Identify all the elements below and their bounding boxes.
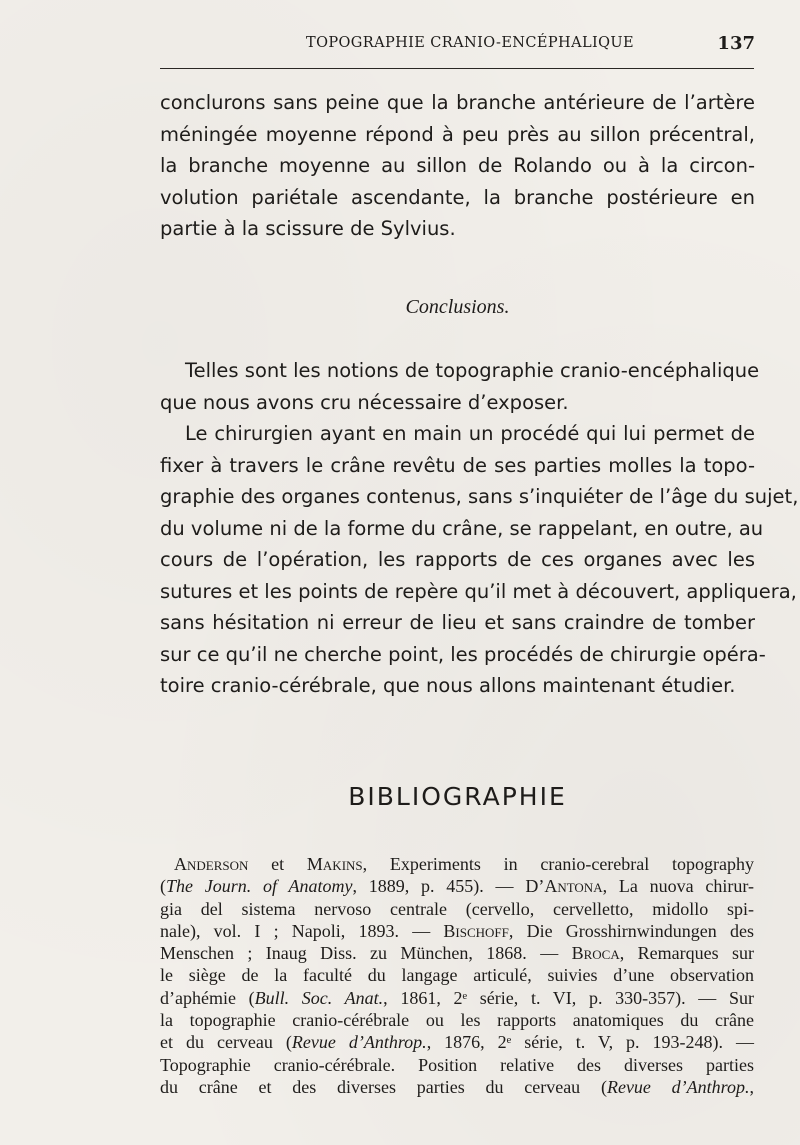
journal-title: Revue d’Anthrop. (291, 1032, 427, 1053)
bib-text: et (248, 854, 307, 874)
bib-line (160, 853, 754, 875)
header-rule (160, 68, 754, 69)
author-name: Antona (544, 876, 603, 897)
bib-line (160, 1031, 754, 1053)
bibliography-text (160, 853, 754, 1098)
text-line: du volume ni de la forme du crâne, se rappelant, en outre, au (160, 516, 764, 540)
text-line: la branche moyenne au sillon de Rolando ou à la circon- (160, 154, 755, 177)
running-title: TOPOGRAPHIE CRANIO-ENCÉPHALIQUE (306, 35, 634, 51)
text-line: fixer à travers le crâne revêtu de ses parties molles la topo- (160, 453, 755, 477)
bib-line (160, 942, 754, 964)
author-name: Makins (306, 854, 363, 874)
bib-line (160, 987, 754, 1009)
text-line: sans hésitation ni erreur de lieu et sans craindre de tomber (160, 611, 755, 634)
text-line: partie à la scissure de Sylvius. (160, 217, 456, 240)
bib-text: Menschen ; Inaug Diss. zu München, 1868. — (160, 943, 572, 964)
page-header (160, 33, 755, 59)
author-name: Anderson (174, 854, 249, 874)
bib-text: ( (160, 876, 166, 897)
text-line: cours de l’opération, les rapports de ces organes avec les (160, 548, 755, 571)
bib-line (160, 920, 754, 942)
bib-text: , Remarques sur (619, 943, 754, 964)
journal-title: Revue d’Anthrop. (606, 1076, 750, 1097)
bib-text: , (749, 1076, 755, 1097)
bib-text: , La nuova chirur- (602, 876, 754, 897)
bibliography-title: BIBLIOGRAPHIE (348, 782, 567, 811)
text-line: que nous avons cru nécessaire d’exposer. (160, 390, 569, 414)
journal-title: The Journ. of Anatomy (166, 876, 353, 897)
bib-line: Topographie cranio-cérébrale. Position relative des diverses parties (160, 1054, 754, 1075)
text-line: méningée moyenne répond à peu près au sillon précentral, (160, 122, 755, 146)
bib-text: , 1861, 2ᵉ série, t. VI, p. 330-357). — Sur (383, 987, 754, 1008)
bib-text: , 1889, p. 455). — D’ (352, 876, 545, 897)
text-line: sur ce qu’il ne cherche point, les procédés de chirurgie opéra- (160, 642, 766, 666)
text-line: conclurons sans peine que la branche antérieure de l’artère (160, 91, 755, 114)
author-name: Bischoff (443, 920, 509, 941)
bib-text: et du cerveau ( (160, 1032, 292, 1053)
text-line: Telles sont les notions de topographie cranio-encéphalique (185, 359, 760, 382)
text-line: graphie des organes contenus, sans s’inquiéter de l’âge du sujet, (160, 485, 799, 508)
bib-text: d’aphémie ( (160, 987, 255, 1008)
bib-line (160, 875, 754, 897)
bib-text: nale), vol. I ; Napoli, 1893. — (160, 920, 444, 941)
bib-line: gia del sistema nervoso centrale (cervello, cervelletto, midollo spi- (160, 898, 754, 919)
page-number: 137 (717, 33, 755, 54)
paragraph-1 (160, 87, 755, 245)
text-line: volution pariétale ascendante, la branche postérieure en (160, 185, 755, 209)
bib-text: , Experiments in cranio-cerebral topography (362, 854, 755, 874)
bib-line (160, 1076, 754, 1098)
author-name: Broca (571, 943, 620, 964)
text-line: toire cranio-cérébrale, que nous allons maintenant étudier. (160, 674, 736, 697)
journal-title: Bull. Soc. Anat. (254, 987, 384, 1008)
bib-text: du crâne et des diverses parties du cerveau ( (160, 1076, 607, 1097)
section-title-conclusions: Conclusions. (405, 296, 510, 318)
bib-line: la topographie cranio-cérébrale ou les rapports anatomiques du crâne (160, 1010, 754, 1031)
bib-text: , 1876, 2ᵉ série, t. V, p. 193-248). — (426, 1032, 755, 1053)
paragraph-2 (160, 355, 799, 702)
text-line: sutures et les points de repère qu’il met à découvert, appliquera, (160, 579, 797, 603)
bib-text: , Die Grosshirnwindungen des (508, 920, 754, 941)
bib-line: le siège de la faculté du langage articulé, suivies d’une observation (160, 965, 754, 986)
text-line: Le chirurgien ayant en main un procédé qui lui permet de (185, 422, 755, 445)
